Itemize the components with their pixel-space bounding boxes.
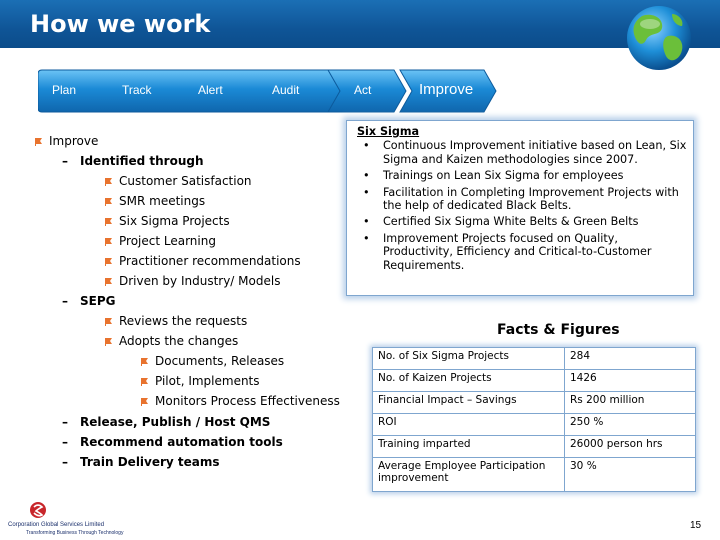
table-row — [373, 458, 696, 492]
flag-bullet-icon — [140, 397, 149, 406]
table-cell: 26000 person hrs — [565, 436, 696, 458]
globe-icon — [612, 2, 702, 72]
bullet-icon: • — [363, 139, 370, 153]
bullet-icon: • — [363, 169, 370, 183]
list-item: – SEPG — [62, 294, 116, 308]
flag-bullet-icon — [104, 217, 113, 226]
list-item: Driven by Industry/ Models — [104, 274, 280, 288]
list-item: Documents, Releases — [140, 354, 284, 368]
six-sigma-heading: Six Sigma — [357, 125, 420, 138]
list-item: – Train Delivery teams — [62, 455, 220, 469]
table-cell: Training imparted — [373, 436, 565, 458]
table-row — [373, 348, 696, 370]
table-cell: Financial Impact – Savings — [373, 392, 565, 414]
page-number: 15 — [690, 520, 702, 531]
step-audit: Audit — [272, 83, 300, 97]
company-tagline: Transforming Business Through Technology — [26, 530, 124, 536]
flag-bullet-icon — [104, 197, 113, 206]
step-plan: Plan — [52, 83, 77, 97]
facts-table — [372, 347, 696, 492]
table-row — [373, 414, 696, 436]
list-item: SMR meetings — [104, 194, 205, 208]
flag-bullet-icon — [104, 317, 113, 326]
list-item: Pilot, Implements — [140, 374, 260, 388]
six-sigma-item: • Facilitation in Completing Improvement Projects with the help of dedicated Black Belts. — [363, 185, 679, 213]
table-cell: ROI — [373, 414, 565, 436]
bullet-icon: • — [363, 185, 370, 199]
six-sigma-item: • Certified Six Sigma White Belts & Green Belts — [363, 215, 639, 229]
flag-bullet-icon — [104, 337, 113, 346]
list-item: Adopts the changes — [104, 334, 238, 348]
flag-bullet-icon — [104, 257, 113, 266]
table-cell: No. of Kaizen Projects — [373, 370, 565, 392]
six-sigma-item: • Improvement Projects focused on Quality, Productivity, Efficiency and Critical-to-Customer Requirements. — [363, 231, 652, 272]
table-cell: Average Employee Participation improvement — [373, 458, 565, 492]
page-title: How we work — [30, 10, 211, 38]
flag-bullet-icon — [104, 177, 113, 186]
list-item: Improve — [34, 134, 98, 148]
flag-bullet-icon — [34, 137, 43, 146]
bullet-icon: • — [363, 215, 370, 229]
list-item: Monitors Process Effectiveness — [140, 394, 340, 408]
flag-bullet-icon — [104, 237, 113, 246]
step-act: Act — [354, 83, 372, 97]
table-row — [373, 392, 696, 414]
list-item: – Release, Publish / Host QMS — [62, 415, 271, 429]
list-item: Customer Satisfaction — [104, 174, 252, 188]
table-cell: 284 — [565, 348, 696, 370]
table-cell: No. of Six Sigma Projects — [373, 348, 565, 370]
table-cell: 1426 — [565, 370, 696, 392]
company-name: Corporation Global Services Limited — [8, 522, 105, 528]
six-sigma-panel — [346, 120, 694, 296]
list-item: Practitioner recommendations — [104, 254, 301, 268]
facts-title: Facts & Figures — [497, 322, 620, 338]
flag-bullet-icon — [104, 277, 113, 286]
table-cell: 250 % — [565, 414, 696, 436]
step-improve: Improve — [419, 81, 474, 98]
list-item: – Identified through — [62, 154, 204, 168]
table-row — [373, 436, 696, 458]
table-row — [373, 370, 696, 392]
step-track: Track — [122, 83, 152, 97]
list-item: Six Sigma Projects — [104, 214, 230, 228]
step-alert: Alert — [198, 83, 223, 97]
six-sigma-item: • Continuous Improvement initiative based on Lean, Six Sigma and Kaizen methodologies since 2007. — [363, 139, 687, 166]
flag-bullet-icon — [140, 377, 149, 386]
bullet-icon: • — [363, 231, 370, 245]
list-item: – Recommend automation tools — [62, 435, 283, 449]
table-cell: Rs 200 million — [565, 392, 696, 414]
flag-bullet-icon — [140, 357, 149, 366]
six-sigma-item: • Trainings on Lean Six Sigma for employees — [363, 169, 624, 183]
list-item: Reviews the requests — [104, 314, 247, 328]
list-item: Project Learning — [104, 234, 216, 248]
table-cell: 30 % — [565, 458, 696, 492]
